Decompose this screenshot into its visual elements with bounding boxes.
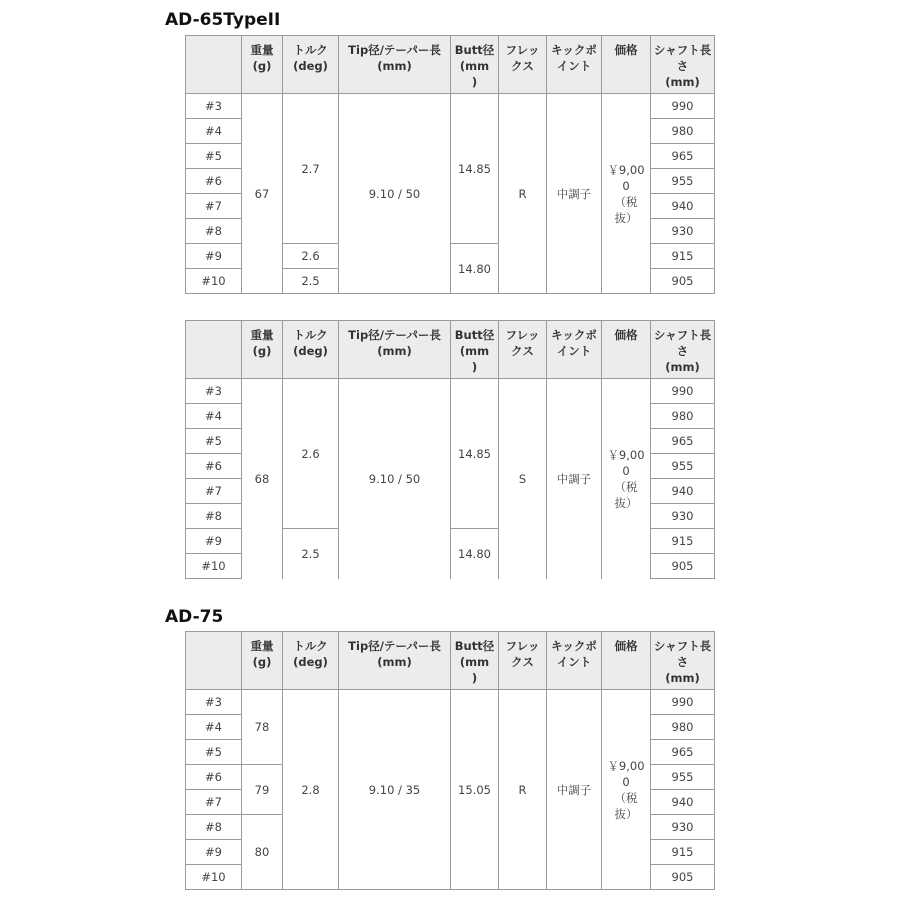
length-cell: 915 [651,840,715,865]
spec-table-ad65-s [185,320,715,579]
size-cell: #9 [186,840,242,865]
table-row [186,690,715,715]
header-cell: Tip径/テーパー長 (mm) [339,36,451,94]
weight-cell: 79 [242,765,283,815]
table-row [186,94,715,119]
flex-cell: R [499,690,547,890]
tip-cell: 9.10 / 35 [339,690,451,890]
torque-cell: 2.5 [283,269,339,294]
header-cell: 重量 (g) [242,36,283,94]
size-cell: #3 [186,379,242,404]
length-cell: 965 [651,144,715,169]
weight-cell: 67 [242,94,283,294]
length-cell: 965 [651,740,715,765]
size-cell: #4 [186,119,242,144]
weight-cell: 78 [242,690,283,765]
size-cell: #5 [186,144,242,169]
weight-cell: 80 [242,815,283,890]
header-cell: キックポ イント [547,632,602,690]
header-row [186,36,715,94]
size-cell: #4 [186,715,242,740]
header-row [186,632,715,690]
header-cell [186,632,242,690]
size-cell: #7 [186,479,242,504]
size-cell: #7 [186,790,242,815]
header-row [186,321,715,379]
header-cell: フレッ クス [499,632,547,690]
size-cell: #7 [186,194,242,219]
torque-cell: 2.8 [283,690,339,890]
torque-cell: 2.5 [283,529,339,579]
size-cell: #3 [186,690,242,715]
size-cell: #4 [186,404,242,429]
header-cell: キックポ イント [547,321,602,379]
length-cell: 980 [651,715,715,740]
weight-cell: 68 [242,379,283,579]
header-cell: Butt径 (mm ) [451,36,499,94]
header-cell: トルク (deg) [283,632,339,690]
header-cell: シャフト長 さ (mm) [651,632,715,690]
torque-cell: 2.6 [283,244,339,269]
length-cell: 905 [651,269,715,294]
section-title-ad65: AD-65TypeII [165,10,281,30]
header-cell: フレッ クス [499,321,547,379]
butt-cell: 14.85 [451,94,499,244]
size-cell: #8 [186,815,242,840]
length-cell: 940 [651,790,715,815]
header-cell: Butt径 (mm ) [451,321,499,379]
header-cell: Tip径/テーパー長 (mm) [339,632,451,690]
size-cell: #10 [186,865,242,890]
size-cell: #5 [186,740,242,765]
length-cell: 990 [651,690,715,715]
header-cell: キックポ イント [547,36,602,94]
tip-cell: 9.10 / 50 [339,379,451,579]
table-row [186,379,715,404]
flex-cell: S [499,379,547,579]
size-cell: #3 [186,94,242,119]
price-cell: ￥9,00 0 （税 抜） [602,94,651,294]
header-cell: Tip径/テーパー長 (mm) [339,321,451,379]
header-cell: 価格 [602,632,651,690]
length-cell: 965 [651,429,715,454]
section-title-ad75: AD-75 [165,607,224,627]
length-cell: 980 [651,404,715,429]
length-cell: 955 [651,454,715,479]
size-cell: #6 [186,169,242,194]
length-cell: 980 [651,119,715,144]
header-cell: シャフト長 さ (mm) [651,321,715,379]
length-cell: 940 [651,479,715,504]
butt-cell: 15.05 [451,690,499,890]
length-cell: 915 [651,529,715,554]
header-cell: 重量 (g) [242,321,283,379]
size-cell: #6 [186,765,242,790]
header-cell: トルク (deg) [283,36,339,94]
length-cell: 990 [651,379,715,404]
size-cell: #9 [186,244,242,269]
size-cell: #10 [186,554,242,579]
length-cell: 940 [651,194,715,219]
length-cell: 915 [651,244,715,269]
butt-cell: 14.80 [451,244,499,294]
header-cell: Butt径 (mm ) [451,632,499,690]
flex-cell: R [499,94,547,294]
header-cell: 価格 [602,36,651,94]
torque-cell: 2.6 [283,379,339,529]
header-cell: フレッ クス [499,36,547,94]
header-cell [186,36,242,94]
size-cell: #8 [186,219,242,244]
size-cell: #9 [186,529,242,554]
length-cell: 990 [651,94,715,119]
size-cell: #8 [186,504,242,529]
butt-cell: 14.85 [451,379,499,529]
header-cell: トルク (deg) [283,321,339,379]
length-cell: 930 [651,504,715,529]
price-cell: ￥9,00 0 （税 抜） [602,379,651,579]
length-cell: 905 [651,554,715,579]
header-cell [186,321,242,379]
spec-table-ad75-r [185,631,715,890]
butt-cell: 14.80 [451,529,499,579]
header-cell: シャフト長 さ (mm) [651,36,715,94]
size-cell: #6 [186,454,242,479]
torque-cell: 2.7 [283,94,339,244]
size-cell: #5 [186,429,242,454]
price-cell: ￥9,00 0 （税 抜） [602,690,651,890]
length-cell: 930 [651,219,715,244]
length-cell: 905 [651,865,715,890]
length-cell: 955 [651,169,715,194]
header-cell: 価格 [602,321,651,379]
size-cell: #10 [186,269,242,294]
kick-cell: 中調子 [547,690,602,890]
spec-table-ad65-r [185,35,715,294]
header-cell: 重量 (g) [242,632,283,690]
tip-cell: 9.10 / 50 [339,94,451,294]
kick-cell: 中調子 [547,379,602,579]
length-cell: 955 [651,765,715,790]
kick-cell: 中調子 [547,94,602,294]
length-cell: 930 [651,815,715,840]
